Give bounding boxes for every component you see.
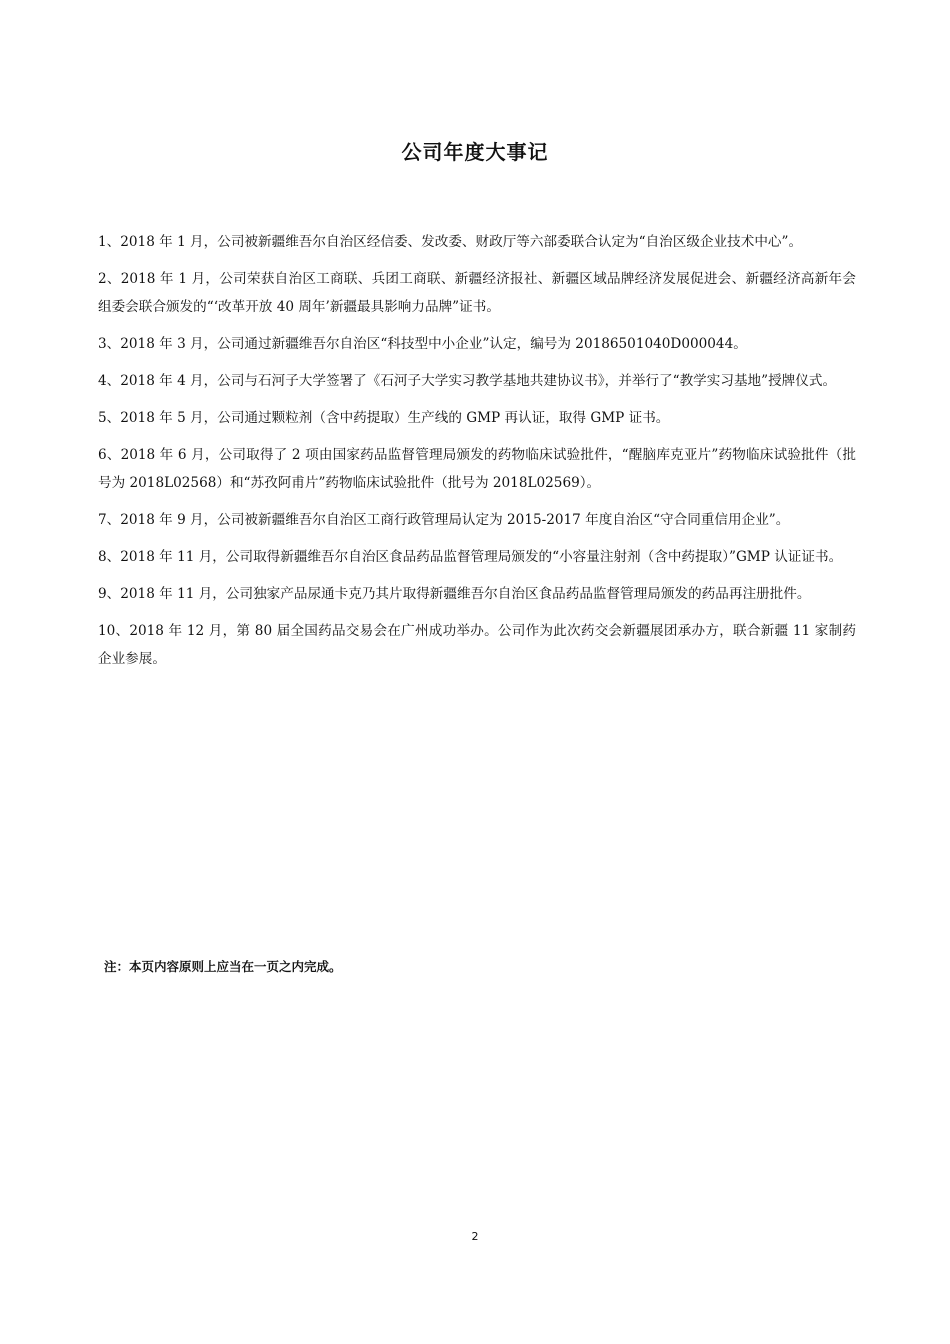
list-item: 6、2018 年 6 月，公司取得了 2 项由国家药品监督管理局颁发的药物临床试验批件，“醒脑库克亚片”药物临床试验批件（批号为 2018L02568）和“苏孜阿甫片”药物临床试验批件（批号为 2018L02569）。	[98, 447, 856, 491]
page-title: 公司年度大事记	[401, 140, 549, 164]
list-item: 2、2018 年 1 月，公司荣获自治区工商联、兵团工商联、新疆经济报社、新疆区域品牌经济发展促进会、新疆经济高新年会组委会联合颁发的“‘改革开放 40 周年’新疆最具影响力品牌”证书。	[98, 271, 856, 315]
list-item: 9、2018 年 11 月，公司独家产品尿通卡克乃其片取得新疆维吾尔自治区食品药品监督管理局颁发的药品再注册批件。	[98, 586, 811, 602]
list-item: 10、2018 年 12 月，第 80 届全国药品交易会在广州成功举办。公司作为此次药交会新疆展团承办方，联合新疆 11 家制药企业参展。	[98, 623, 856, 667]
list-item: 4、2018 年 4 月，公司与石河子大学签署了《石河子大学实习教学基地共建协议书》，并举行了“教学实习基地”授牌仪式。	[98, 373, 837, 389]
list-item: 5、2018 年 5 月，公司通过颗粒剂（含中药提取）生产线的 GMP 再认证，取得 GMP 证书。	[98, 410, 670, 426]
page-number: 2	[471, 1230, 479, 1243]
list-item: 1、2018 年 1 月，公司被新疆维吾尔自治区经信委、发改委、财政厅等六部委联合认定为“自治区级企业技术中心”。	[98, 234, 803, 250]
list-item: 7、2018 年 9 月，公司被新疆维吾尔自治区工商行政管理局认定为 2015-2017 年度自治区“守合同重信用企业”。	[98, 512, 790, 528]
event-list	[98, 228, 856, 682]
list-item: 8、2018 年 11 月，公司取得新疆维吾尔自治区食品药品监督管理局颁发的“小容量注射剂（含中药提取）”GMP 认证证书。	[98, 549, 843, 565]
footnote: 注：本页内容原则上应当在一页之内完成。	[104, 959, 342, 974]
list-item: 3、2018 年 3 月，公司通过新疆维吾尔自治区“科技型中小企业”认定，编号为 20186501040D000044。	[98, 336, 747, 352]
